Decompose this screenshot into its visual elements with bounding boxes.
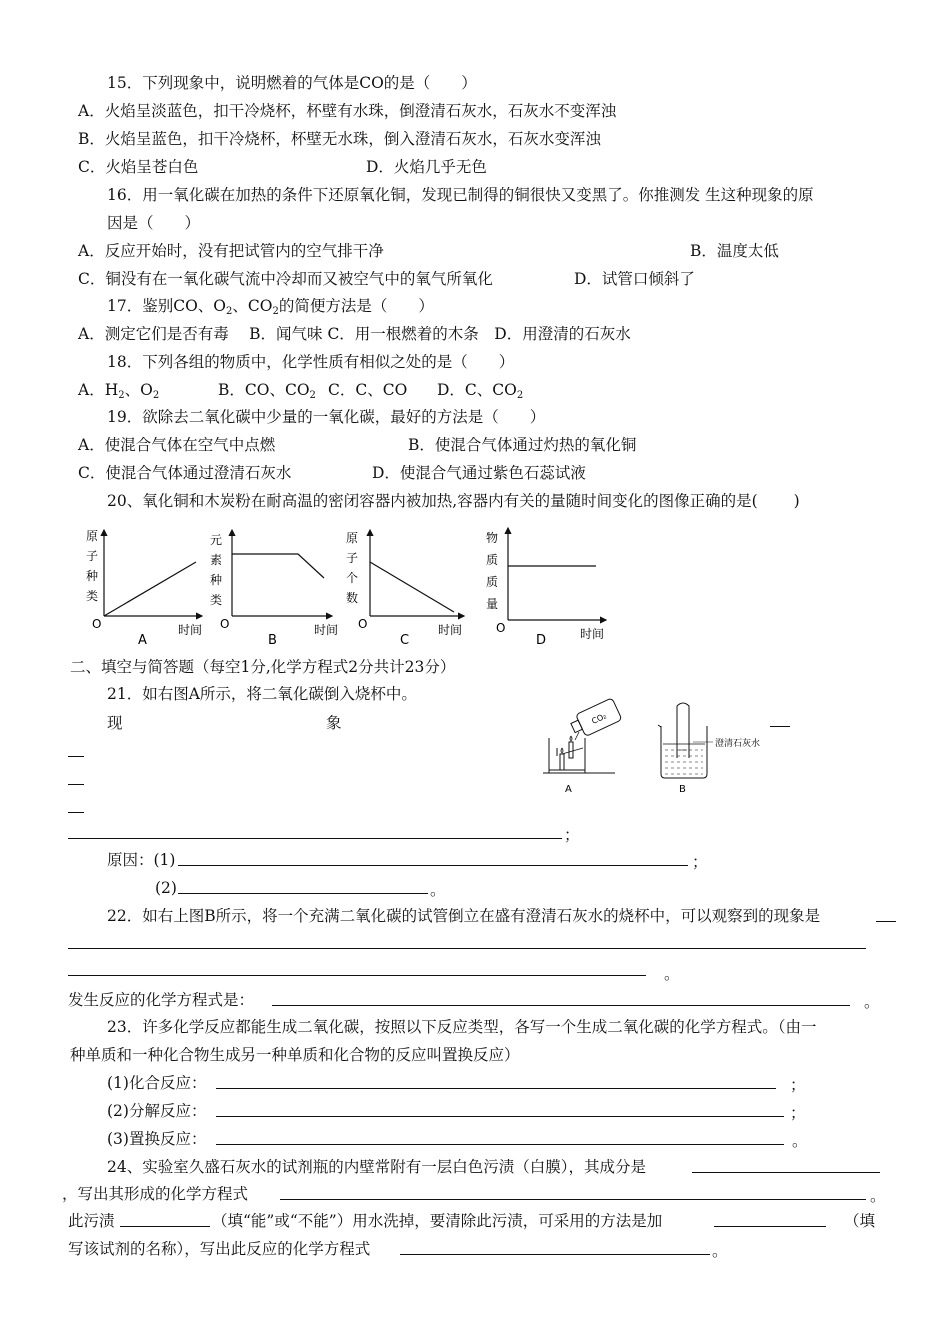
q24-line-4-pre: 写该试剂的名称），写出此反应的化学方程式 [68,1240,371,1258]
q16-option-d: D．试管口倾斜了 [574,270,695,288]
q20-stem: 20、氧化铜和木炭粉在耐高温的密闭容器内被加热,容器内有关的量随时间变化的图像正确的是( ) [107,492,800,510]
q22-blank-start[interactable] [876,921,896,922]
q24-line-3-pre: 此污渍 [68,1212,115,1230]
q17-stem-pre: 17．鉴别CO、O [107,297,226,315]
q21-semicolon: ； [564,826,580,844]
q24-removal-equation-blank[interactable] [400,1254,710,1255]
q19-option-d: D．使混合气通过紫色石蕊试液 [372,464,586,482]
q21-reason-1-blank[interactable] [178,865,688,866]
q21-xiang: 象 [326,714,342,732]
q23-decomposition-end: ； [790,1104,806,1122]
q18-option-b [218,380,316,406]
q24-line-3-post: （填 [844,1212,876,1230]
q24-reagent-blank[interactable] [714,1226,826,1227]
graph-a [86,529,202,648]
q23-stem-cont: 种单质和一种化合物生成另一种单质和化合物的反应叫置换反应） [70,1046,520,1064]
q21-apparatus-figure [535,698,775,798]
graph-c-ylabel-3: 个 [346,571,359,585]
q23-combination-label: (1)化合反应： [107,1074,207,1092]
q22-equation-period: 。 [864,993,880,1011]
graph-c-line [370,562,454,612]
graph-c-origin: O [358,617,368,631]
q23-decomposition-blank[interactable] [216,1116,784,1117]
q18-option-a [78,380,159,406]
graph-a-origin: O [92,617,102,631]
graph-d-ylabel-3: 质 [486,575,499,589]
q17-stem-mid: 、CO [232,297,273,315]
q19-option-a: A．使混合气体在空气中点燃 [78,436,276,454]
graph-d-ylabel-2: 质 [486,553,499,567]
q18-stem: 18．下列各组的物质中，化学性质有相似之处的是（ ） [107,353,515,371]
q24-stem: 24、实验室久盛石灰水的试剂瓶的内壁常附有一层白色污渍（白膜），其成分是 [107,1158,646,1176]
q15-option-c: C．火焰呈苍白色 [78,158,199,176]
co2-bottle-label: CO₂ [590,711,608,726]
subscript: 2 [152,390,160,401]
graph-d-letter: D [536,633,547,648]
q23-replacement-end: 。 [792,1132,808,1150]
limewater-label: 澄清石灰水 [715,739,761,749]
subscript: 2 [272,306,279,317]
q22-period: 。 [664,965,680,983]
q15-option-d: D．火焰几乎无色 [366,158,487,176]
subscript: 2 [118,390,125,401]
section-2-title: 二、填空与简答题（每空1分,化学方程式2分共计23分） [70,658,456,676]
q16-option-b: B．温度太低 [690,242,779,260]
graph-b-ylabel-1: 元 [210,533,223,547]
figure-b-beaker [658,725,707,778]
graph-d-origin: O [496,621,506,635]
graph-a-letter: A [138,633,147,648]
figure-a-beaker-candles [543,736,615,773]
q19-stem: 19．欲除去二氧化碳中少量的一氧化碳，最好的方法是（ ） [107,408,546,426]
graph-d-xlabel: 时间 [580,627,605,641]
graph-b-ylabel-2: 素 [210,553,223,567]
q23-decomposition-label: (2)分解反应： [107,1102,207,1120]
q22-equation-blank[interactable] [272,1005,850,1006]
q18-d-pre: D．C、CO [437,381,517,399]
figure-a-label: A [565,784,572,795]
figure-b-label: B [679,784,686,795]
q24-line-3-mid: （填“能”或“不能”）用水洗掉，要清除此污渍，可采用的方法是加 [212,1212,663,1230]
graph-a-line [104,562,196,616]
subscript: 2 [516,390,524,401]
graph-c-xlabel: 时间 [438,623,463,637]
graph-b-ylabel-4: 类 [210,593,223,607]
q21-reason-1-end: ； [692,853,708,871]
graph-b-origin: O [220,617,230,631]
figure-a-co2-bottle [568,698,622,740]
q21-reason-label: 原因：(1) [107,851,176,869]
q21-reason-2-label: (2) [155,879,177,897]
q21-reason-2-blank[interactable] [178,893,428,894]
graph-d-ylabel-1: 物 [486,531,499,545]
q23-replacement-label: (3)置换反应： [107,1130,207,1148]
q21-blank-short-3 [68,812,84,813]
q15-option-b: B．火焰呈蓝色，扣干冷烧杯，杯壁无水珠，倒入澄清石灰水，石灰水变浑浊 [78,130,601,148]
q18-a-pre: A．H [78,381,119,399]
subscript: 2 [226,306,233,317]
q17-stem-post: 的简便方法是（ ） [278,297,434,315]
graph-d [486,528,606,648]
q15-stem: 15．下列现象中，说明燃着的气体是CO的是（ ） [107,74,477,92]
q22-blank-line-3[interactable] [68,975,646,976]
graph-c-ylabel-1: 原 [346,531,359,545]
q24-line-4-end: 。 [712,1242,728,1260]
q19-option-b: B．使混合气体通过灼热的氧化铜 [408,436,637,454]
q21-stem: 21．如右图A所示，将二氧化碳倒入烧杯中。 [107,685,417,703]
q20-graphs [70,520,630,650]
graph-c [346,530,464,648]
q15-option-a: A．火焰呈淡蓝色，扣干冷烧杯，杯壁有水珠，倒澄清石灰水，石灰水不变浑浊 [78,102,617,120]
graph-c-ylabel-2: 子 [346,551,359,565]
q18-option-d [437,380,523,406]
graph-b-xlabel: 时间 [314,623,339,637]
q24-component-blank[interactable] [692,1172,880,1173]
graph-c-ylabel-4: 数 [346,591,359,605]
q21-phenomenon-blank[interactable] [68,838,562,839]
q23-combination-blank[interactable] [216,1088,776,1089]
q24-can-wash-blank[interactable] [120,1226,210,1227]
q16-option-a: A．反应开始时，没有把试管内的空气排干净 [78,242,384,260]
graph-a-ylabel-3: 种 [86,569,99,583]
q17-stem [107,296,434,322]
q21-reason-2-end: 。 [430,881,446,899]
graph-c-letter: C [400,633,410,648]
q16-option-c: C．铜没有在一氧化碳气流中冷却而又被空气中的氧气所氧化 [78,270,493,288]
q21-blank-short-2 [68,784,84,785]
q18-a-mid: 、O [124,381,153,399]
q23-stem: 23．许多化学反应都能生成二氧化碳，按照以下反应类型，各写一个生成二氧化碳的化学方程式。（由一 [107,1018,817,1036]
graph-b-letter: B [268,633,277,648]
graph-a-ylabel-1: 原 [86,529,99,543]
graph-a-ylabel-2: 子 [86,549,99,563]
q16-stem-cont: 因是（ ） [107,214,201,232]
q21-blank-short-1 [68,756,84,757]
q22-equation-label: 发生反应的化学方程式是： [68,991,255,1009]
graph-b-ylabel-3: 种 [210,573,223,587]
graph-b [210,530,338,648]
q24-line-2: ，写出其形成的化学方程式 [62,1185,249,1203]
q18-b-pre: B．CO、CO [218,381,310,399]
graph-a-ylabel-4: 类 [86,589,99,603]
subscript: 2 [309,390,316,401]
q23-replacement-blank[interactable] [216,1144,784,1145]
q23-combination-end: ； [790,1076,806,1094]
q24-line-2-end: 。 [870,1187,886,1205]
q17-options: A．测定它们是否有毒 B．闻气味 C．用一根燃着的木条 D．用澄清的石灰水 [78,325,631,343]
graph-d-ylabel-4: 量 [486,597,499,611]
q19-option-c: C．使混合气体通过澄清石灰水 [78,464,292,482]
q18-option-c: C．C、CO [328,381,408,399]
q16-stem: 16．用一氧化碳在加热的条件下还原氧化铜，发现已制得的铜很快又变黑了。你推测发 生这种现象的原 [107,186,814,204]
q22-blank-line-2[interactable] [68,948,866,949]
q21-xian: 现 [107,714,123,732]
graph-b-line [232,554,324,578]
q24-formation-equation-blank[interactable] [280,1199,866,1200]
q22-stem: 22．如右上图B所示，将一个充满二氧化碳的试管倒立在盛有澄清石灰水的烧杯中，可以观察到的现象是 [107,907,821,925]
graph-a-xlabel: 时间 [178,623,203,637]
